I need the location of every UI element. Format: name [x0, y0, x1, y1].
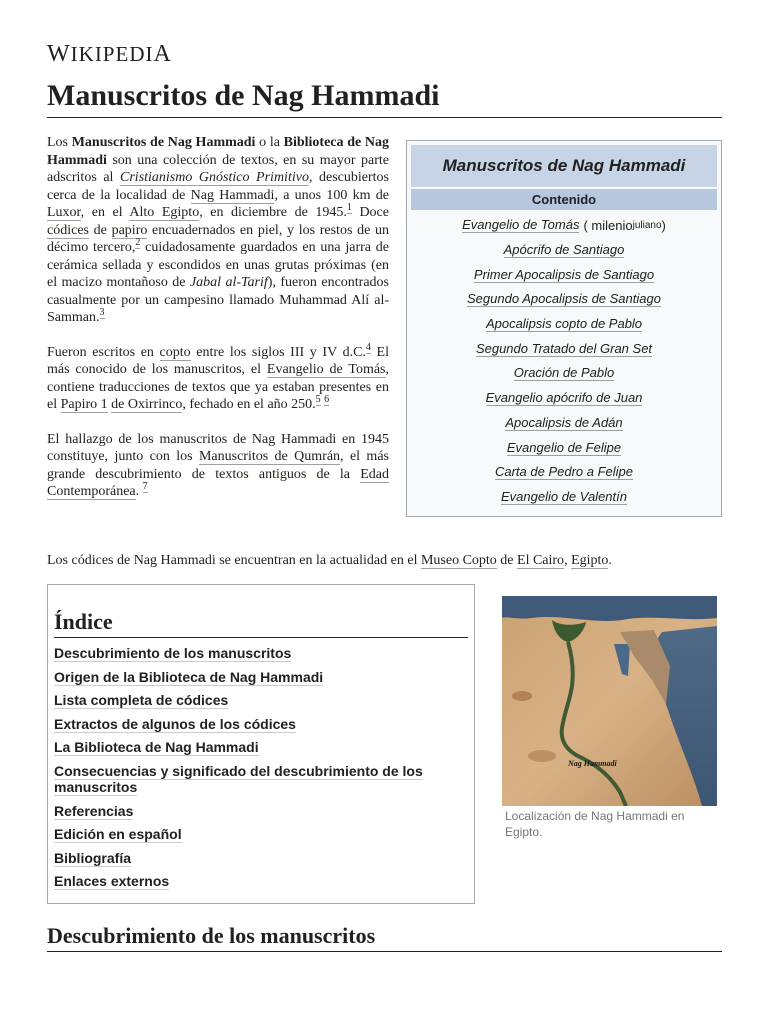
infobox-item	[411, 435, 717, 460]
infobox-link[interactable]: Evangelio de Felipe	[506, 439, 622, 455]
infobox-item	[411, 361, 717, 386]
link-museo-copto[interactable]: Museo Copto	[420, 553, 497, 568]
article-intro	[47, 134, 389, 518]
ref-1[interactable]: 1	[346, 202, 352, 214]
toc-list	[54, 645, 469, 897]
infobox-item	[411, 386, 717, 411]
intro-paragraph-3: El hallazgo de los manuscritos de Nag Hammadi en 1945 constituye, junto con los Manuscritos de Qumrán, el más grande descubrimiento de textos antiguos de la Edad Contemporánea. $^7$	[47, 431, 389, 499]
link-el-cairo[interactable]: El Cairo	[517, 553, 565, 568]
toc-item[interactable]: Consecuencias y significado del descubrimiento de los manuscritos	[54, 762, 423, 795]
infobox	[406, 140, 722, 517]
toc-item[interactable]: Descubrimiento de los manuscritos	[54, 645, 292, 661]
link-edad-contemporanea[interactable]: Edad Contemporánea	[47, 466, 389, 499]
toc-divider	[54, 637, 468, 638]
toc-item[interactable]: Referencias	[54, 802, 134, 819]
toc-item[interactable]: La Biblioteca de Nag Hammadi	[54, 739, 259, 755]
intro-paragraph-2: Fueron escritos en copto entre los siglos III y IV d.C.$^4$ El más conocido de los manuscritos, el Evangelio de Tomás, contiene traducciones de textos que ya estaban presentes en el Papiro 1 de Oxirrinco, fechado en el año 250.$^5$ $^6$	[47, 341, 389, 412]
infobox-link[interactable]: Primer Apocalipsis de Santiago	[473, 266, 655, 282]
ref-2[interactable]: 2	[135, 237, 141, 249]
infobox-item	[411, 336, 717, 361]
ref-4[interactable]: 4	[365, 341, 371, 353]
link-egipto[interactable]: Egipto	[571, 553, 609, 568]
map-caption: Localización de Nag Hammadi en Egipto.	[505, 809, 685, 839]
satellite-map-image[interactable]	[502, 596, 717, 806]
infobox-link[interactable]: Apocalipsis copto de Pablo	[485, 316, 643, 332]
infobox-link[interactable]: Apócrifo de Santiago	[503, 242, 625, 258]
ref-5[interactable]: 5	[315, 394, 321, 406]
link-papiro-1[interactable]: Papiro 1	[60, 397, 108, 412]
intro-paragraph-1: Los Manuscritos de Nag Hammadi o la Biblioteca de Nag Hammadi son una colección de textos, en su mayor parte adscritos al Cristianismo Gnóstico Primitivo, descubiertos cerca de la localidad de Nag Hammadi, a unos 100 km de Luxor, en el Alto Egipto, en diciembre de 1945.$^1$ Doce códices de papiro encuadernados en piel, y los restos de un décimo tercero,$^2$ cuidadosamente guardados en una jarra de cerámica sellada y escondidos en unas grutas próximas (en el macizo montañoso de Jabal al-Tarif), fueron encontrados casualmente por un campesino llamado Muhammad Alí al-Samman.$^3$	[47, 135, 390, 325]
infobox-item	[411, 262, 717, 287]
infobox-link[interactable]: Apocalipsis de Adán	[505, 414, 623, 430]
infobox-subheader: Contenido	[411, 189, 717, 210]
link-copto[interactable]: copto	[159, 344, 191, 360]
infobox-title: Manuscritos de Nag Hammadi	[411, 145, 717, 187]
infobox-link[interactable]: Evangelio de Tomás	[462, 217, 580, 233]
ref-6[interactable]: 6	[324, 394, 330, 406]
wikipedia-wordmark[interactable]: WIKIPEDIA	[47, 41, 172, 67]
link-alto-egipto[interactable]: Alto Egipto	[129, 205, 200, 220]
section-divider	[47, 951, 722, 952]
table-of-contents	[47, 584, 475, 904]
ref-7[interactable]: 7	[142, 481, 148, 493]
map-label-nag-hammadi: Nag Hammadi	[568, 759, 617, 768]
toc-item[interactable]: Bibliografía	[54, 849, 132, 866]
infobox-item	[411, 460, 717, 485]
location-paragraph: Los códices de Nag Hammadi se encuentran en la actualidad en el Museo Copto de El Cairo, Egipto.	[47, 553, 612, 568]
link-codices[interactable]: códices	[47, 222, 89, 238]
infobox-link[interactable]: Evangelio apócrifo de Juan	[485, 390, 643, 406]
link-evangelio-de-tomas[interactable]: Evangelio de Tomás	[266, 362, 386, 377]
page-title: Manuscritos de Nag Hammadi	[47, 79, 440, 112]
infobox-link[interactable]: Oración de Pablo	[513, 365, 615, 381]
infobox-link[interactable]: Carta de Pedro a Felipe	[494, 464, 634, 480]
link-nag-hammadi[interactable]: Nag Hammadi	[190, 187, 275, 203]
egypt-satellite-map	[502, 596, 717, 806]
toc-item[interactable]: Enlaces externos	[54, 873, 170, 889]
infobox-link[interactable]: Evangelio de Valentín	[500, 488, 627, 504]
infobox-item	[411, 287, 717, 312]
infobox-item: Evangelio de Tomás ( milenio juliano )	[462, 217, 666, 233]
ref-3[interactable]: 3	[99, 307, 105, 319]
infobox-list	[411, 213, 717, 509]
toc-item[interactable]: Extractos de algunos de los códices	[54, 715, 296, 732]
link-papiro[interactable]: papiro	[111, 222, 148, 238]
link-manuscritos-qumran[interactable]: Manuscritos de Qumrán	[198, 449, 341, 464]
infobox-item	[411, 312, 717, 337]
title-divider	[47, 117, 722, 118]
infobox-item	[411, 238, 717, 263]
infobox-link[interactable]: Segundo Apocalipsis de Santiago	[467, 291, 661, 307]
infobox-link[interactable]: Segundo Tratado del Gran Set	[475, 340, 653, 356]
toc-item[interactable]: Edición en español	[54, 826, 182, 842]
toc-title: Índice	[54, 609, 113, 634]
section-heading: Descubrimiento de los manuscritos	[47, 923, 376, 948]
toc-item[interactable]: Lista completa de códices	[54, 692, 229, 708]
toc-item[interactable]: Origen de la Biblioteca de Nag Hammadi	[54, 668, 324, 685]
infobox-item	[411, 485, 717, 510]
link-luxor[interactable]: Luxor	[47, 205, 81, 220]
link-oxirrinco[interactable]: de Oxirrinco	[111, 397, 183, 412]
link-cristianismo-gnostico[interactable]: Cristianismo Gnóstico Primitivo	[120, 170, 309, 185]
infobox-item	[411, 411, 717, 436]
